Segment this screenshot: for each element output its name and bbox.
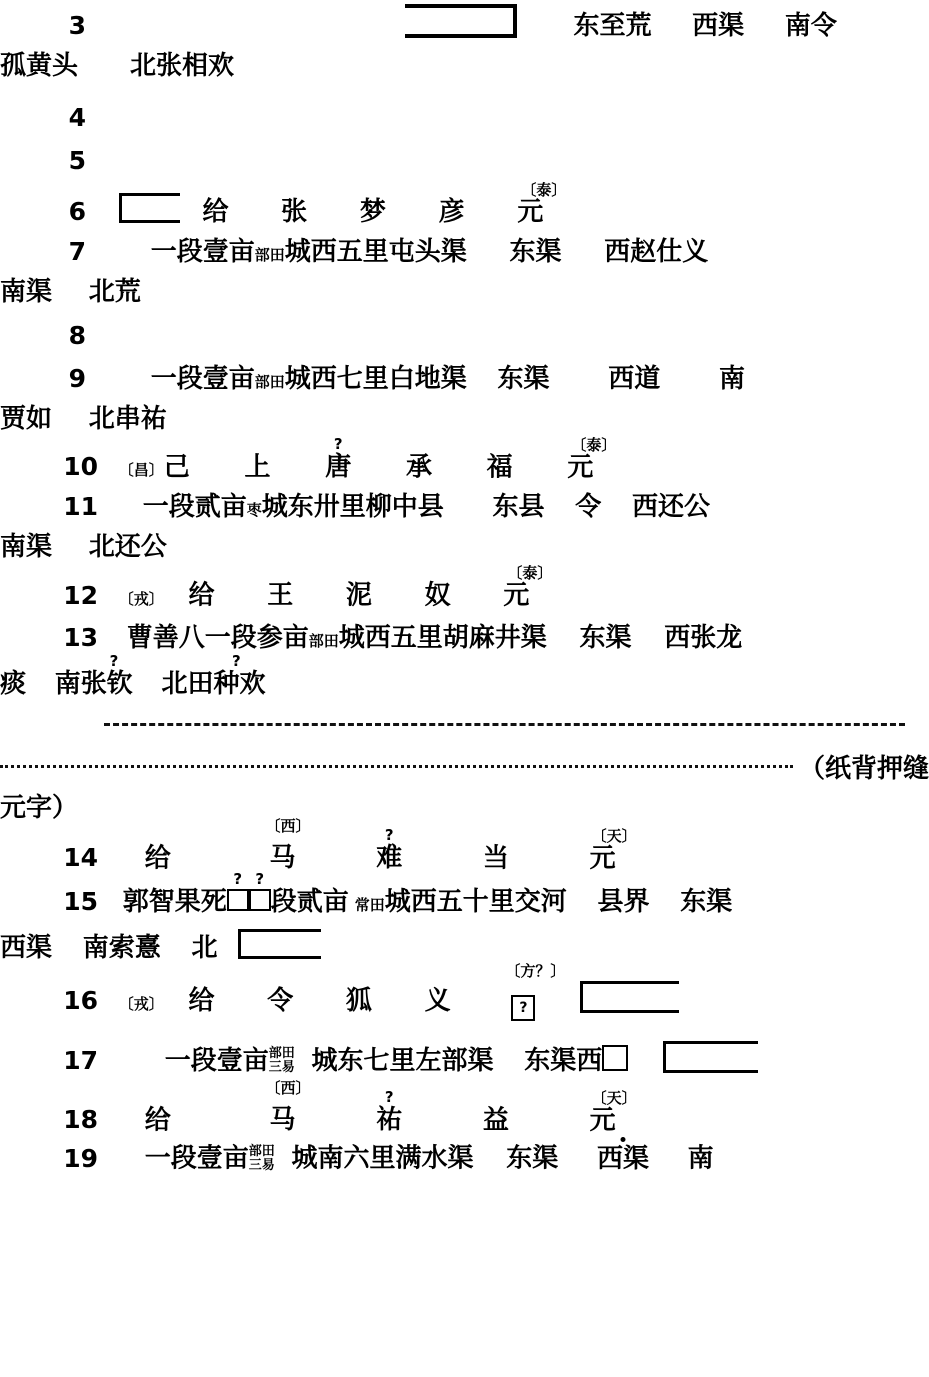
line-text: 元	[567, 452, 594, 483]
uncertain-question-mark: ?	[384, 1087, 394, 1106]
interlinear-note: 部田	[254, 246, 285, 264]
line-text: 贾如	[0, 404, 53, 434]
line-text: 南渠	[0, 532, 53, 563]
line-text: 城东卅里柳中县	[261, 492, 444, 523]
uncertain-question-mark: ?	[384, 825, 394, 844]
line-text: 王	[267, 580, 294, 611]
damage-gap-marker	[405, 4, 517, 38]
uncertain-question-mark: ?	[232, 651, 241, 670]
manuscript-page	[0, 4, 929, 1377]
line-text: 元	[517, 197, 544, 227]
line-text: 给	[188, 985, 215, 1016]
line-text: 西还公	[631, 492, 710, 523]
illegible-box	[227, 869, 249, 914]
paper-seam-note-wrap	[0, 792, 929, 823]
interlinear-note: 常田	[354, 895, 385, 914]
line-text: 西渠	[0, 932, 53, 963]
interlinear-note-top: 部田	[268, 1046, 295, 1062]
illegible-box	[602, 1045, 628, 1071]
line-text: 孤黄头 北张相欢	[0, 51, 235, 81]
line-text: 一段贰亩	[142, 492, 247, 523]
line-text: 奴	[424, 580, 451, 611]
paper-seam-note-2: 元字）	[0, 792, 79, 823]
line-text: 南	[687, 1143, 714, 1174]
line-text: 东渠	[579, 622, 632, 653]
line-text: 南令	[784, 11, 837, 41]
line-text: 城西五里屯头渠	[284, 237, 467, 267]
text-line-7	[0, 239, 929, 265]
text-line-7-wrap	[0, 279, 929, 305]
text-line-13	[0, 622, 929, 653]
interlinear-note-bottom: 三易	[248, 1157, 275, 1173]
line-text: 北串祐	[88, 404, 167, 434]
line-number: 17	[63, 1045, 98, 1075]
uncertain-question-mark: ?	[255, 869, 265, 888]
line-text: 郭智果死	[122, 886, 227, 917]
line-text: 彦	[438, 197, 465, 227]
line-number: 19	[63, 1143, 98, 1173]
line-text: 当	[482, 842, 509, 873]
line-text: 西道	[608, 364, 661, 394]
line-text: 给	[144, 1104, 171, 1135]
uncertain-box-glyph	[505, 961, 566, 1021]
line-text: 狐	[345, 985, 372, 1016]
interlinear-note: 部田	[308, 631, 339, 650]
text-line-13-wrap	[0, 651, 929, 699]
line-number: 16	[63, 985, 98, 1015]
seal-annotation-rong: 〔戎〕	[118, 589, 164, 608]
seal-annotation-rong: 〔戎〕	[118, 994, 164, 1013]
text-line-10	[0, 435, 929, 483]
damage-gap-marker	[580, 981, 679, 1013]
separator-dotted-rule-row	[0, 748, 929, 785]
line-number: 9	[68, 364, 86, 393]
line-text: 东渠西	[524, 1045, 603, 1076]
text-line-15-wrap	[0, 929, 929, 961]
line-number: 14	[63, 842, 98, 872]
line-text: 县界	[597, 886, 650, 917]
line-number: 11	[63, 492, 98, 522]
text-line-11	[0, 492, 929, 523]
seal-annotation-tian: 〔天〕	[591, 1088, 637, 1107]
paper-seam-note: （纸背押缝	[798, 753, 929, 784]
illegible-box	[249, 869, 271, 914]
line-text: 东渠	[680, 886, 733, 917]
text-line-14	[0, 816, 929, 873]
line-text: 元	[589, 842, 616, 873]
line-text: 一段壹亩	[150, 364, 255, 394]
line-text: 曹善八一段参亩	[126, 622, 309, 653]
line-text: 给	[202, 197, 229, 227]
interlinear-note-top: 部田	[248, 1143, 275, 1159]
line-text: 东渠	[509, 237, 562, 267]
line-text: 上	[244, 452, 271, 483]
uncertain-question-mark: ?	[233, 869, 243, 888]
seal-annotation-xi: 〔西〕	[265, 1078, 311, 1097]
line-text: 元	[589, 1104, 616, 1135]
line-text: 城西五十里交河	[384, 886, 567, 917]
line-text-uncertain: ? 祐	[376, 1087, 403, 1135]
seal-annotation-chang: 〔昌〕	[118, 461, 164, 480]
line-text-with-annotation: 〔西〕 马	[265, 1078, 311, 1135]
line-text: 南渠	[0, 277, 53, 307]
line-text: 南索憙	[82, 932, 161, 963]
line-text-uncertain: ? 难	[376, 825, 403, 873]
line-text: 己	[163, 452, 190, 483]
seal-annotation-tai: 〔泰〕	[521, 180, 567, 199]
line-number: 3	[68, 11, 86, 40]
text-line-11-wrap	[0, 532, 929, 563]
line-number: 18	[63, 1104, 98, 1134]
line-text: 西张龙	[664, 622, 743, 653]
damage-gap-marker	[119, 193, 180, 223]
illegible-box: ?	[511, 995, 535, 1021]
line-text: 南	[718, 364, 745, 394]
text-line-3-wrap	[0, 53, 929, 79]
line-text: 给	[188, 580, 215, 611]
line-text-uncertain: ? 北田种欢	[161, 651, 266, 699]
line-text: 元	[503, 580, 530, 611]
line-number: 15	[63, 886, 98, 916]
interlinear-note: 部田	[254, 373, 285, 391]
damage-gap-marker	[238, 929, 321, 959]
line-text: 福	[486, 452, 513, 483]
line-text: 张	[281, 197, 308, 227]
text-line-12	[0, 564, 929, 611]
line-number: 4	[68, 103, 86, 132]
line-text: 东至荒	[573, 11, 652, 41]
line-number: 10	[63, 452, 98, 482]
line-number: 13	[63, 622, 98, 652]
line-text: 东渠	[506, 1143, 559, 1174]
uncertain-question-mark: ?	[109, 651, 119, 670]
line-number: 8	[68, 321, 86, 350]
line-text: 北荒	[88, 277, 141, 307]
line-text-uncertain: ? 南张钦	[54, 651, 133, 699]
text-line-17	[0, 1041, 929, 1075]
line-text: 义	[424, 985, 451, 1016]
text-line-18	[0, 1078, 929, 1135]
seal-annotation-tai: 〔泰〕	[571, 436, 617, 454]
line-text: 城东七里左部渠	[311, 1045, 494, 1076]
text-line-6	[0, 180, 929, 227]
line-text: 给	[144, 842, 171, 873]
line-text: 城西七里白地渠	[284, 364, 467, 394]
damage-gap-marker	[663, 1041, 758, 1073]
line-number: 5	[68, 146, 86, 175]
line-text: 城南六里满水渠	[291, 1143, 474, 1174]
line-text: 承	[405, 452, 432, 483]
text-line-9-wrap	[0, 406, 929, 432]
separator-dashed-rule	[0, 723, 929, 726]
line-number: 12	[63, 580, 98, 610]
seal-annotation-fang: 〔方？〕	[505, 961, 566, 980]
line-text: 西渠	[692, 11, 745, 41]
line-number: 7	[68, 237, 86, 266]
line-text: 一段壹亩	[164, 1045, 269, 1076]
text-line-4	[0, 105, 929, 130]
text-line-19	[0, 1145, 929, 1172]
line-text: 一段壹亩	[144, 1143, 249, 1174]
line-text: 泥	[345, 580, 372, 611]
text-line-8	[0, 323, 929, 348]
interlinear-note-stack	[249, 1145, 275, 1172]
line-text: 益	[482, 1104, 509, 1135]
text-line-5	[0, 148, 929, 173]
interlinear-note-stack	[269, 1047, 295, 1074]
text-line-15	[0, 869, 929, 917]
line-number: 6	[68, 197, 86, 226]
line-text: 痰	[0, 668, 27, 699]
line-text: 北	[191, 932, 218, 963]
text-line-16	[0, 961, 929, 1021]
line-text: 北还公	[88, 532, 167, 563]
line-text: 一段壹亩	[150, 237, 255, 267]
line-text: 令	[267, 985, 294, 1016]
line-text: 城西五里胡麻井渠	[338, 622, 547, 653]
line-text: 段贰亩	[270, 886, 349, 917]
line-text: 西渠	[596, 1143, 649, 1174]
seal-annotation-tai: 〔泰〕	[507, 564, 553, 583]
seal-annotation-tian: 〔天〕	[591, 826, 637, 845]
seal-annotation-xi: 〔西〕	[265, 816, 311, 835]
line-text: 东县	[492, 492, 545, 523]
uncertain-question-mark: ?	[333, 435, 343, 454]
interlinear-note: 枣	[246, 501, 262, 520]
line-text: 令	[575, 492, 602, 523]
line-text: 东渠	[497, 364, 550, 394]
line-text: 西赵仕义	[604, 237, 709, 267]
line-text-with-annotation: 〔西〕 马	[265, 816, 311, 873]
text-line-9	[0, 366, 929, 392]
line-text-uncertain: ? 唐	[325, 435, 352, 483]
line-text: 梦	[359, 197, 386, 227]
text-line-3	[0, 4, 929, 39]
interlinear-note-bottom: 三易	[268, 1059, 295, 1075]
